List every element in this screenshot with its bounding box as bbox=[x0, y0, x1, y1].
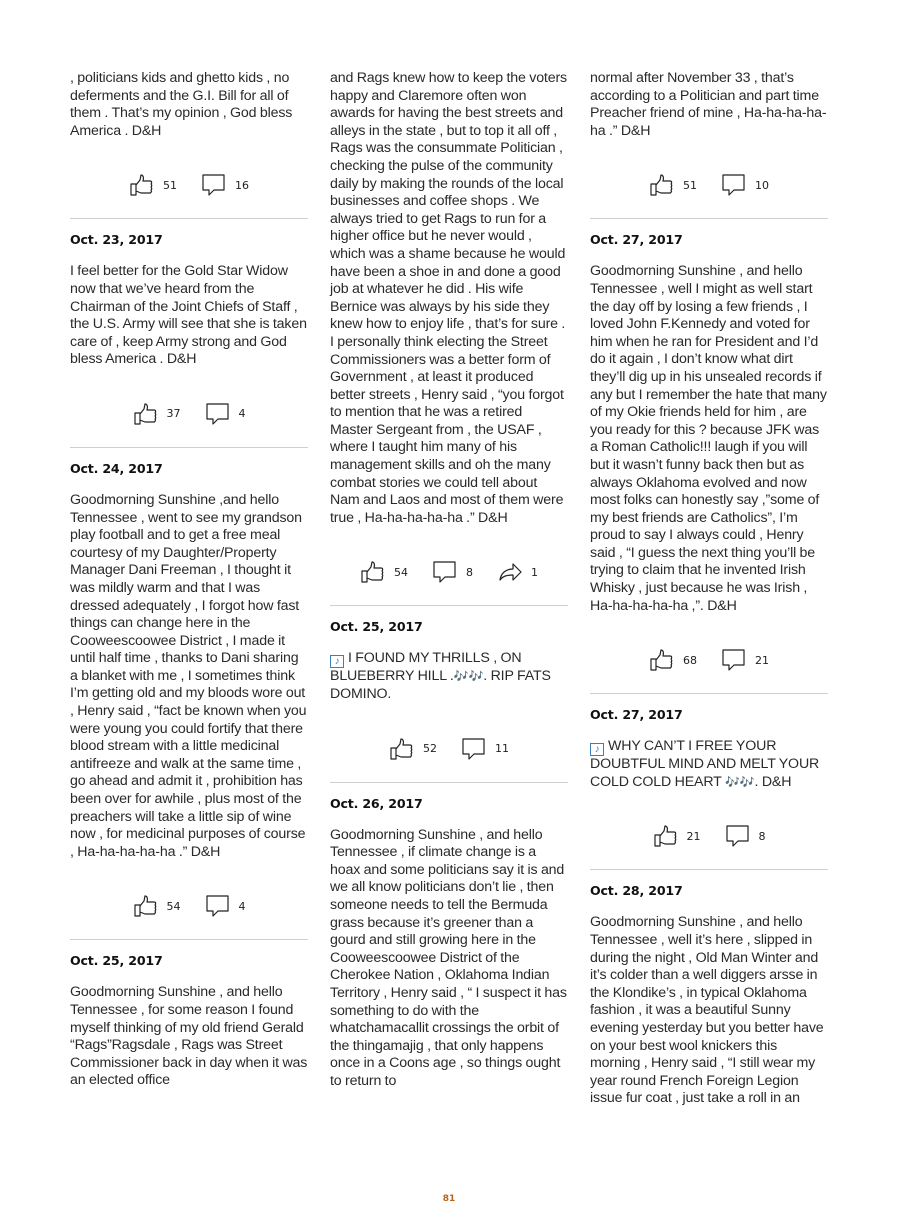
like-button[interactable] bbox=[133, 894, 181, 918]
column-3 bbox=[590, 70, 828, 1108]
like-count: 51 bbox=[163, 178, 177, 192]
post-text: I feel better for the Gold Star Widow now that we’ve heard from the Chairman of the Joint Chiefs of Staff , the U.S. Army will see that she is taken care of , keep Army strong and God bless America . D&H bbox=[70, 263, 307, 368]
comment-button[interactable] bbox=[725, 824, 766, 848]
like-count: 54 bbox=[394, 565, 408, 579]
post-date: Oct. 24, 2017 bbox=[70, 460, 163, 476]
post-stats bbox=[70, 162, 308, 208]
comment-count: 10 bbox=[755, 178, 769, 192]
comment-button[interactable] bbox=[201, 173, 249, 197]
column-2 bbox=[330, 70, 568, 1091]
like-button[interactable] bbox=[649, 173, 697, 197]
comment-icon bbox=[725, 824, 751, 848]
like-button[interactable] bbox=[653, 824, 701, 848]
post-text: Goodmorning Sunshine , and hello Tennessee , well it’s here , slipped in during the night , Old Man Winter and it’s colder than a well diggers arsse in the Klondike’s , in typical Oklahoma fashion , it was a beautiful Sunny evening yesterday but you better have on your best wool knickers this morning , Henry said , “I still wear my year round French Foreign Legion issue fur coat , just take a roll in an bbox=[590, 914, 824, 1107]
like-button[interactable] bbox=[389, 737, 437, 761]
post-stats bbox=[70, 391, 308, 437]
thumbs-up-icon bbox=[360, 560, 386, 584]
post-text-main: I FOUND MY THRILLS , ON BLUEBERRY HILL . bbox=[330, 650, 522, 685]
divider bbox=[590, 693, 828, 694]
post bbox=[70, 461, 308, 940]
like-button[interactable] bbox=[649, 648, 697, 672]
like-count: 68 bbox=[683, 653, 697, 667]
musical-notes-emoji: 🎶🎶 bbox=[453, 669, 484, 684]
comment-count: 21 bbox=[755, 653, 769, 667]
share-button[interactable] bbox=[497, 560, 538, 584]
comment-count: 16 bbox=[235, 178, 249, 192]
post bbox=[330, 70, 568, 606]
post-date: Oct. 27, 2017 bbox=[590, 232, 683, 248]
post-date: Oct. 26, 2017 bbox=[330, 795, 423, 811]
like-button[interactable] bbox=[133, 402, 181, 426]
like-count: 54 bbox=[166, 899, 181, 913]
divider bbox=[330, 605, 568, 606]
post bbox=[70, 70, 308, 219]
thumbs-up-icon bbox=[133, 894, 159, 918]
post-text: Goodmorning Sunshine ,and hello Tennessee , went to see my grandson play football and to get a free meal courtesy of my Daughter/Property Manager Dani Freeman , I thought it was mildly warm and that I was dressed adequately , I forgot how fast things can change here in the Cooweescoowee District , I made it until half time , thanks to Dani sharing a blanket with me , I sometimes think I’m getting old and my bloods wore out , Henry said , “fact be known when you were young you could fortify that there blood stream with a little medicinal antifreeze and walk at the same time , go ahead and admit it , prohibition has been over for awhile , plus most of the preachers will take a little sip of wine now , for medicinal purposes of course , Ha-ha-ha-ha-ha .” D&H bbox=[70, 491, 307, 860]
comment-button[interactable] bbox=[205, 402, 246, 426]
post bbox=[330, 619, 568, 782]
comment-button[interactable] bbox=[461, 737, 509, 761]
post-stats bbox=[590, 162, 828, 208]
comment-icon bbox=[201, 173, 227, 197]
comment-count: 11 bbox=[495, 742, 509, 756]
comment-button[interactable] bbox=[721, 173, 769, 197]
thumbs-up-icon bbox=[653, 824, 679, 848]
share-count: 1 bbox=[531, 565, 538, 579]
thumbs-up-icon bbox=[129, 173, 155, 197]
post-date: Oct. 25, 2017 bbox=[330, 619, 423, 635]
page-number: 81 bbox=[442, 1194, 456, 1204]
like-button[interactable] bbox=[360, 560, 408, 584]
like-count: 51 bbox=[683, 178, 697, 192]
post bbox=[70, 953, 308, 1090]
like-button[interactable] bbox=[129, 173, 177, 197]
post-date: Oct. 25, 2017 bbox=[70, 953, 163, 969]
post bbox=[590, 883, 828, 1108]
thumbs-up-icon bbox=[389, 737, 415, 761]
comment-icon bbox=[721, 173, 747, 197]
post-text: Goodmorning Sunshine , and hello Tennessee , for some reason I found myself thinking of my old friend Gerald “Rags”Ragsdale , Rags was Street Commissioner back in day when it was an elected office bbox=[70, 984, 308, 1089]
comment-count: 4 bbox=[238, 899, 246, 913]
divider bbox=[70, 218, 308, 219]
like-count: 52 bbox=[423, 742, 437, 756]
comment-icon bbox=[205, 894, 231, 918]
post bbox=[330, 796, 568, 1091]
post-date: Oct. 23, 2017 bbox=[70, 232, 163, 248]
post-text bbox=[590, 738, 828, 791]
divider bbox=[70, 447, 308, 448]
thumbs-up-icon bbox=[133, 402, 159, 426]
post bbox=[590, 707, 828, 870]
divider bbox=[590, 869, 828, 870]
thumbs-up-icon bbox=[649, 173, 675, 197]
comment-count: 4 bbox=[238, 407, 246, 421]
post-stats bbox=[330, 726, 568, 772]
post-text-tail: . RIP FATS DOMINO. bbox=[330, 668, 551, 703]
comment-count: 8 bbox=[758, 829, 766, 843]
post bbox=[590, 70, 828, 219]
comment-icon bbox=[721, 648, 747, 672]
like-count: 37 bbox=[166, 407, 181, 421]
musical-score-icon: ♪ bbox=[590, 743, 604, 756]
post-text: and Rags knew how to keep the voters happy and Claremore often won awards for having the best streets and alleys in the state , but to top it all off , Rags was the consummate Politician , checking the pulse of the community daily by making the rounds of the local businesses and coffee shops . We always tried to get Rags to run for a higher office but he never would , which was a shame because he would have been a shoe in and done a good job at whatever he did . His wife Bernice was always by his side they knew how to enjoy life , that’s for sure . I personally think electing the Street Commissioners was a better form of Government , at least it produced better streets , Henry said , “you forgot to mention that he was a retired Master Sergeant from , the USAF , where I taught him many of his management skills and oh the many combat stories we could tell about Nam and Laos and most of them were true , Ha-ha-ha-ha-ha .” D&H bbox=[330, 70, 567, 526]
comment-icon bbox=[461, 737, 487, 761]
share-icon bbox=[497, 560, 523, 584]
post-stats bbox=[590, 813, 828, 859]
post-stats bbox=[590, 637, 828, 683]
post-text bbox=[330, 650, 568, 703]
comment-button[interactable] bbox=[205, 894, 246, 918]
post-text: Goodmorning Sunshine , and hello Tennessee , well I might as well start the day off by losing a few friends , I loved John F.Kennedy and voted for him when he ran for President and I’d do it again , I don’t know what dirt they’ll dig up in his unsealed records if any but I remember the hate that many of my Okie friends held for him , are you ready for this ? because JFK was a Roman Catholic!!! laugh if you will but it wasn’t funny back then but as always Oklahoma evolved and now most folks can honestly say ,”some of my best friends are Catholics”, I’m proud to say I always could , Henry said , “I guess the next thing you’ll be trying to claim that he invented Irish Whisky , just because he was Irish , Ha-ha-ha-ha-ha ,”. D&H bbox=[590, 263, 827, 614]
post-date: Oct. 28, 2017 bbox=[590, 883, 683, 899]
divider bbox=[330, 782, 568, 783]
post-text-main: WHY CAN’T I FREE YOUR DOUBTFUL MIND AND MELT YOUR COLD COLD HEART bbox=[590, 738, 820, 790]
comment-icon bbox=[432, 560, 458, 584]
musical-notes-emoji: 🎶🎶 bbox=[724, 774, 755, 789]
post bbox=[590, 232, 828, 694]
musical-score-icon: ♪ bbox=[330, 655, 344, 668]
post-text: Goodmorning Sunshine , and hello Tennessee , if climate change is a hoax and some politicians say it is and we all know politicians don’t lie , then someone needs to tell the Bermuda grass because it’s greener than a gourd and still growing here in the Cooweescoowee District of the Cherokee Nation , Oklahoma Indian Territory , Henry said , “ I suspect it has something to do with the whatchamacallit crossings the orbit of the thingamajig , that only happens once in a Coons age , so things ought to return to bbox=[330, 826, 567, 1089]
post-text: , politicians kids and ghetto kids , no deferments and the G.I. Bill for all of them . That’s my opinion , God bless America . D&H bbox=[70, 70, 293, 139]
post bbox=[70, 232, 308, 448]
column-1 bbox=[70, 70, 308, 1090]
thumbs-up-icon bbox=[649, 648, 675, 672]
comment-icon bbox=[205, 402, 231, 426]
post-stats bbox=[330, 549, 568, 595]
post-text: normal after November 33 , that’s according to a Politician and part time Preacher friend of mine , Ha-ha-ha-ha-ha .” D&H bbox=[590, 70, 827, 139]
post-date: Oct. 27, 2017 bbox=[590, 707, 683, 723]
divider bbox=[70, 939, 308, 940]
post-text-tail: . D&H bbox=[754, 773, 792, 790]
post-stats bbox=[70, 883, 308, 929]
comment-button[interactable] bbox=[432, 560, 473, 584]
like-count: 21 bbox=[686, 829, 701, 843]
comment-button[interactable] bbox=[721, 648, 769, 672]
divider bbox=[590, 218, 828, 219]
comment-count: 8 bbox=[466, 565, 473, 579]
